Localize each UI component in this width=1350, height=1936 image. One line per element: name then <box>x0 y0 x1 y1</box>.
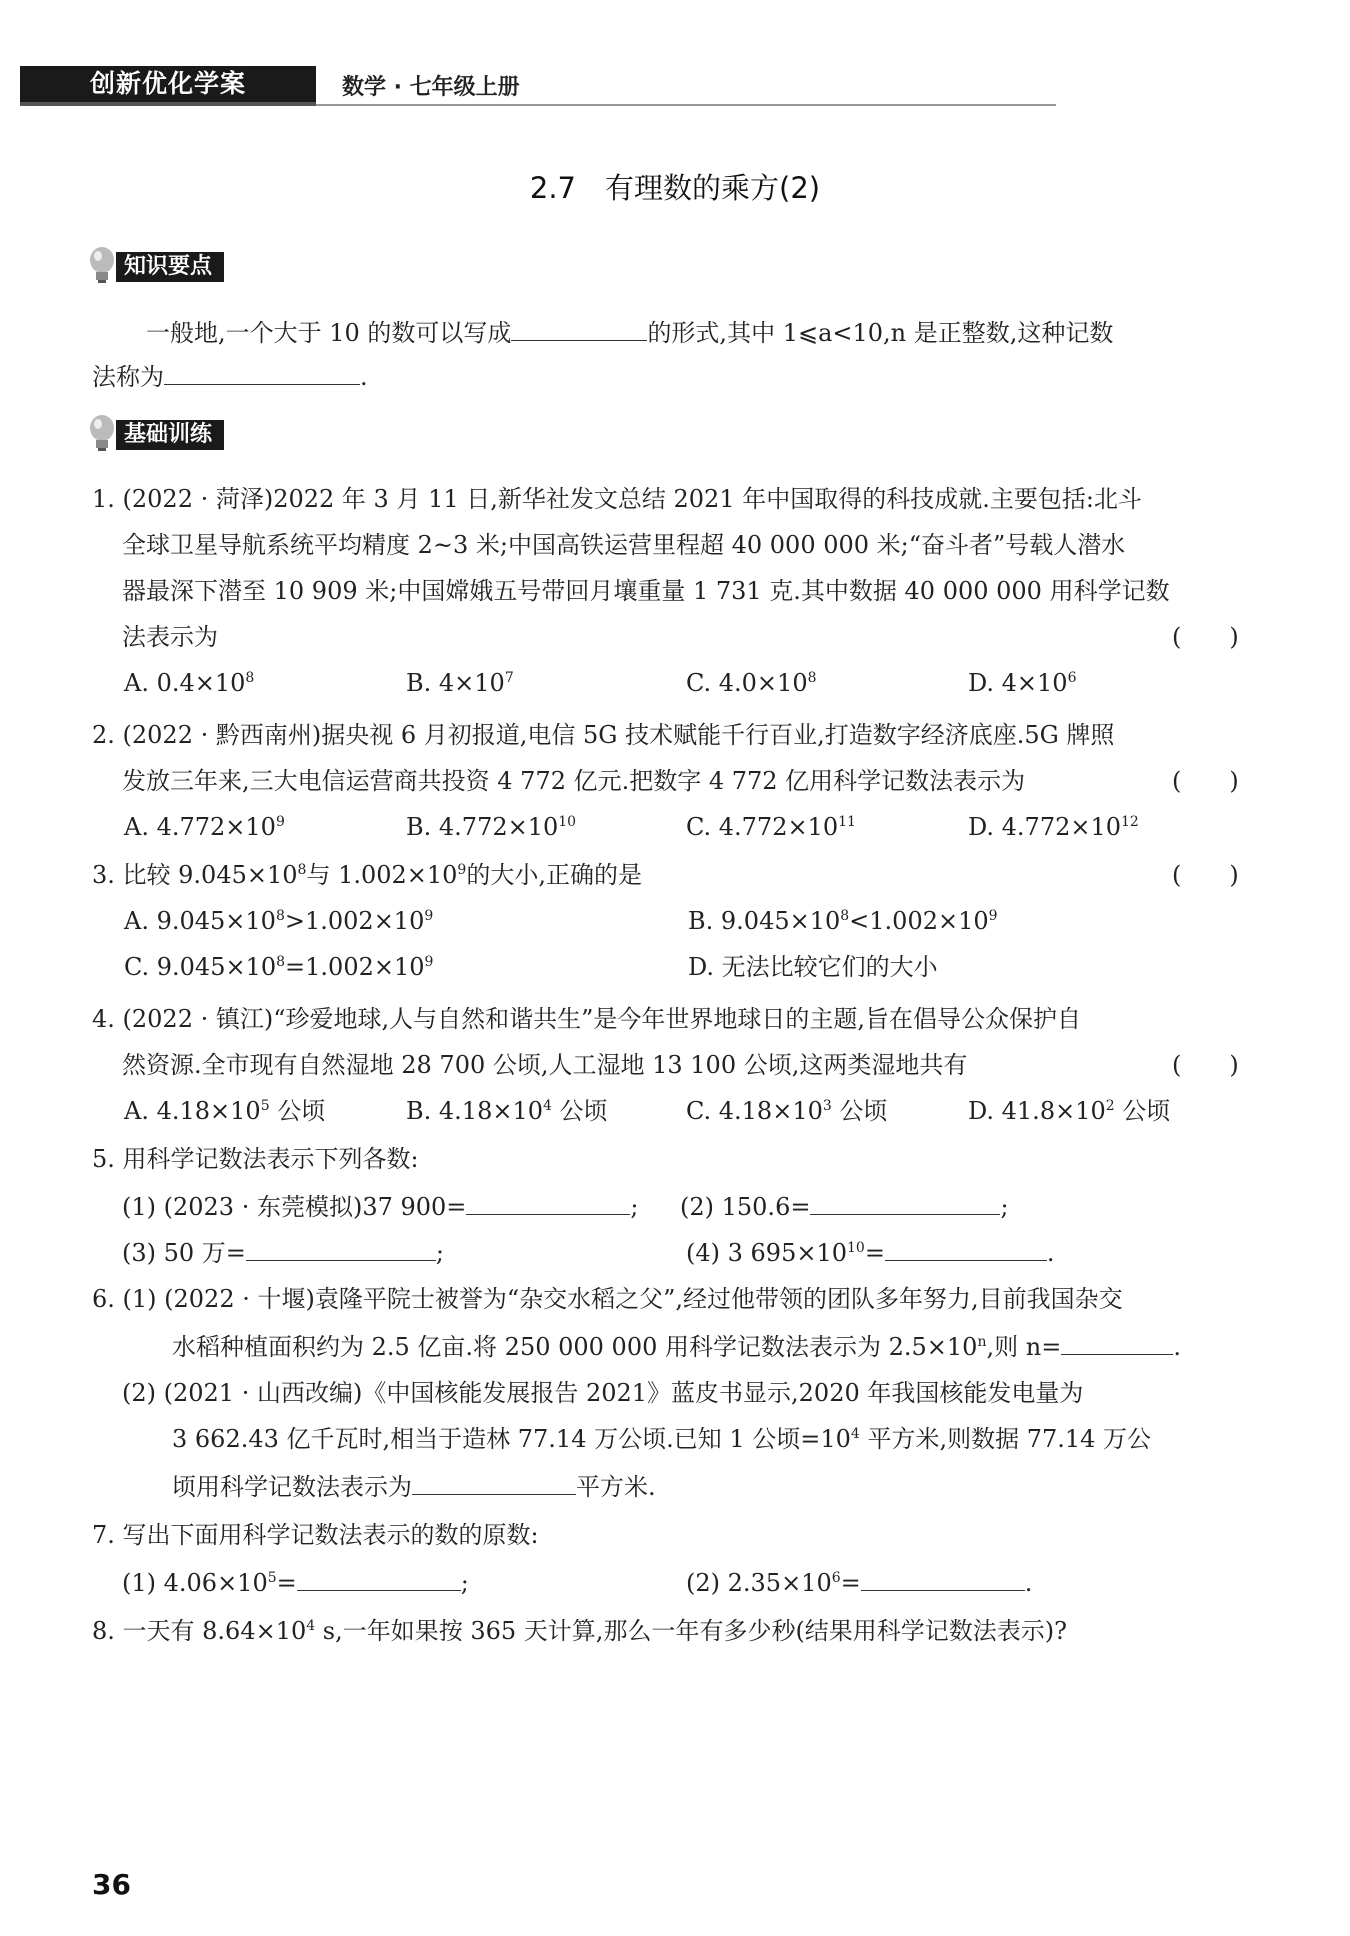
q6-line-1: 6. (1) (2022 · 十堰)袁隆平院士被誉为“杂交水稻之父”,经过他带领的团队多年努力,目前我国杂交 <box>92 1285 1123 1313</box>
q5-part-4: (4) 3 $695\times 10^{10}=$ . <box>686 1236 1055 1268</box>
q2-option-d: D. $4.772\times 10^{12}$ <box>968 813 1139 841</box>
q2-option-c: C. $4.772\times 10^{11}$ <box>686 813 856 841</box>
section-label: 知识要点 <box>116 252 224 282</box>
answer-blank <box>861 1566 1025 1591</box>
q5-line-0: 5. 用科学记数法表示下列各数: <box>92 1145 419 1173</box>
q3-option-d: D. 无法比较它们的大小 <box>688 953 938 981</box>
q1-option-c: C. $4.0\times 10^8$ <box>686 669 817 697</box>
answer-blank <box>164 360 360 385</box>
header-divider <box>316 104 1056 106</box>
answer-blank <box>297 1566 461 1591</box>
answer-blank <box>511 316 647 341</box>
q3-option-a: A. $9.045\times 10^8>1.002\times 10^9$ <box>124 907 434 935</box>
page-header <box>20 62 1020 104</box>
q4-option-a: A. $4.18\times 10^5$ 公顷 <box>124 1097 326 1125</box>
q4-option-d: D. $41.8\times 10^2$ 公顷 <box>968 1097 1171 1125</box>
answer-blank <box>1061 1330 1173 1355</box>
q1-option-d: D. $4\times 10^6$ <box>968 669 1077 697</box>
answer-blank <box>412 1470 576 1495</box>
answer-paren: ( ) <box>1172 623 1239 651</box>
q1-option-b: B. $4\times 10^7$ <box>406 669 514 697</box>
lightbulb-icon <box>88 246 116 284</box>
q7-line-0: 7. 写出下面用科学记数法表示的数的原数: <box>92 1521 539 1549</box>
q2-line-1: 2. (2022 · 黔西南州)据央视 6 月初报道,电信 5G 技术赋能千行百业,打造数字经济底座.5G 牌照 <box>92 721 1115 749</box>
q8-line-1: 8. 一天有 $8.64\times 10^4$ s,一年如果按 365 天计算,那么一年有多少秒(结果用科学记数法表示)? <box>92 1617 1068 1645</box>
q2-option-b: B. $4.772\times 10^{10}$ <box>406 813 577 841</box>
lesson-title: 2.7 有理数的乘方(2) <box>529 171 821 205</box>
lightbulb-icon <box>88 414 116 452</box>
q4-option-b: B. $4.18\times 10^4$ 公顷 <box>406 1097 608 1125</box>
answer-paren: ( ) <box>1172 767 1239 795</box>
q2-line-2: 发放三年来,三大电信运营商共投资 4 772 亿元.把数字 4 772 亿用科学记数法表示为 <box>122 767 1026 795</box>
q4-line-2: 然资源.全市现有自然湿地 28 700 公顷,人工湿地 13 100 公顷,这两类湿地共有 <box>122 1051 968 1079</box>
answer-blank <box>810 1190 1000 1215</box>
q7-part-1: (1) $4.06\times 10^5=$ ; <box>122 1566 469 1598</box>
section-label: 基础训练 <box>116 420 224 450</box>
q3-option-b: B. $9.045\times 10^8<1.002\times 10^9$ <box>688 907 998 935</box>
q1-line-1: 1. (2022 · 菏泽)2022 年 3 月 11 日,新华社发文总结 2021 年中国取得的科技成就.主要包括:北斗 <box>92 485 1142 513</box>
q5-part-1: (1) (2023 · 东莞模拟)37 900= ; <box>122 1190 639 1222</box>
answer-blank <box>246 1236 436 1261</box>
q6-line-3: (2) (2021 · 山西改编)《中国核能发展报告 2021》蓝皮书显示,2020 年我国核能发电量为 <box>122 1379 1084 1407</box>
answer-paren: ( ) <box>1172 1051 1239 1079</box>
page-number: 36 <box>92 1868 131 1901</box>
q2-option-a: A. $4.772\times 10^9$ <box>124 813 285 841</box>
knowledge-line-2: 法称为 . <box>92 360 368 392</box>
knowledge-line-1: 一般地,一个大于 10 的数可以写成 的形式,其中 1⩽a<10,n 是正整数,这种记数 <box>146 316 1113 348</box>
q4-option-c: C. $4.18\times 10^3$ 公顷 <box>686 1097 888 1125</box>
q6-line-2: 水稻种植面积约为 2.5 亿亩.将 250 000 000 用科学记数法表示为 $2.5\times 10^n$,则 n= . <box>172 1330 1181 1362</box>
q7-part-2: (2) $2.35\times 10^6=$ . <box>686 1566 1032 1598</box>
q1-line-2: 全球卫星导航系统平均精度 2~3 米;中国高铁运营里程超 40 000 000 米;“奋斗者”号载人潜水 <box>122 531 1126 559</box>
q5-part-3: (3) 50 万= ; <box>122 1236 444 1268</box>
answer-paren: ( ) <box>1172 861 1239 889</box>
q6-line-5: 顷用科学记数法表示为 平方米. <box>172 1470 656 1502</box>
q3-option-c: C. $9.045\times 10^8=1.002\times 10^9$ <box>124 953 434 981</box>
brand-logo: 创新优化学案 <box>20 66 316 102</box>
q1-line-3: 器最深下潜至 10 909 米;中国嫦娥五号带回月壤重量 1 731 克.其中数据 40 000 000 用科学记数 <box>122 577 1170 605</box>
q1-line-4: 法表示为 <box>122 623 218 651</box>
q1-option-a: A. $0.4\times 10^8$ <box>124 669 255 697</box>
answer-blank <box>466 1190 630 1215</box>
q5-part-2: (2) 150.6= ; <box>680 1190 1009 1222</box>
answer-blank <box>885 1236 1047 1261</box>
q4-line-1: 4. (2022 · 镇江)“珍爱地球,人与自然和谐共生”是今年世界地球日的主题,旨在倡导公众保护自 <box>92 1005 1082 1033</box>
q3-line-1: 3. 比较 $9.045\times 10^8$与 $1.002\times 10^9$的大小,正确的是 <box>92 861 642 889</box>
brand-underline <box>20 102 316 106</box>
q6-line-4: 3 662.43 亿千瓦时,相当于造林 77.14 万公顷.已知 1 公顷$=10^4$ 平方米,则数据 77.14 万公 <box>172 1425 1152 1453</box>
subject-title: 数学 · 七年级上册 <box>342 75 520 100</box>
